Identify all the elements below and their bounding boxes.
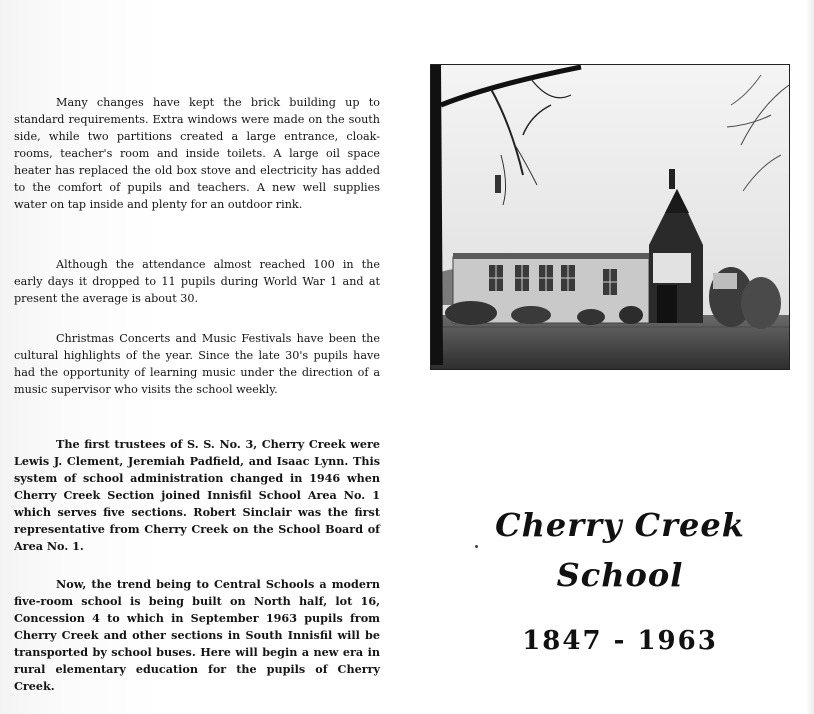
paragraph-music: Christmas Concerts and Music Festivals have been the cultural highlights of the year. Since the late 30's pupils have had the opportunity of learning music under the direction of a music supervisor who visits the school weekly. [14,332,380,396]
paragraph-renovations: Many changes have kept the brick building up to standard requirements. Extra windows were made on the south side, while two partitions created a large entrance, cloak-rooms, teacher's room and inside toilets. A large oil space heater has replaced the old box stove and electricity has added to the comfort of pupils and teachers. A new well supplies water on tap inside and plenty for an outdoor rink. [14,96,380,211]
title-block [440,500,800,600]
title-line-1: Cherry Creek [495,506,745,544]
scan-shadow [806,0,814,714]
paragraph-central-schools: Now, the trend being to Central Schools a modern five-room school is being built on North half, lot 16, Concession 4 to which in September 1963 pupils from Cherry Creek and other sections in South Innisfil will be transported by school buses. Here will begin a new era in rural elementary education for the pupils of Cherry Creek. [14,577,380,693]
school-photograph [430,64,790,370]
title-line-2: School [556,556,684,594]
paragraph-trustees: The first trustees of S. S. No. 3, Cherry Creek were Lewis J. Clement, Jeremiah Padfield, and Isaac Lynn. This system of school administration changed in 1946 when Cherry Creek Section joined Innisfil School Area No. 1 which serves five sections. Robert Sinclair was the first representative from Cherry Creek on the School Board of Area No. 1. [14,437,380,553]
years-range: 1847 - 1963 [522,626,718,656]
paragraph-attendance: Although the attendance almost reached 100 in the early days it dropped to 11 pupils during World War 1 and at present the average is about 30. [14,258,380,305]
